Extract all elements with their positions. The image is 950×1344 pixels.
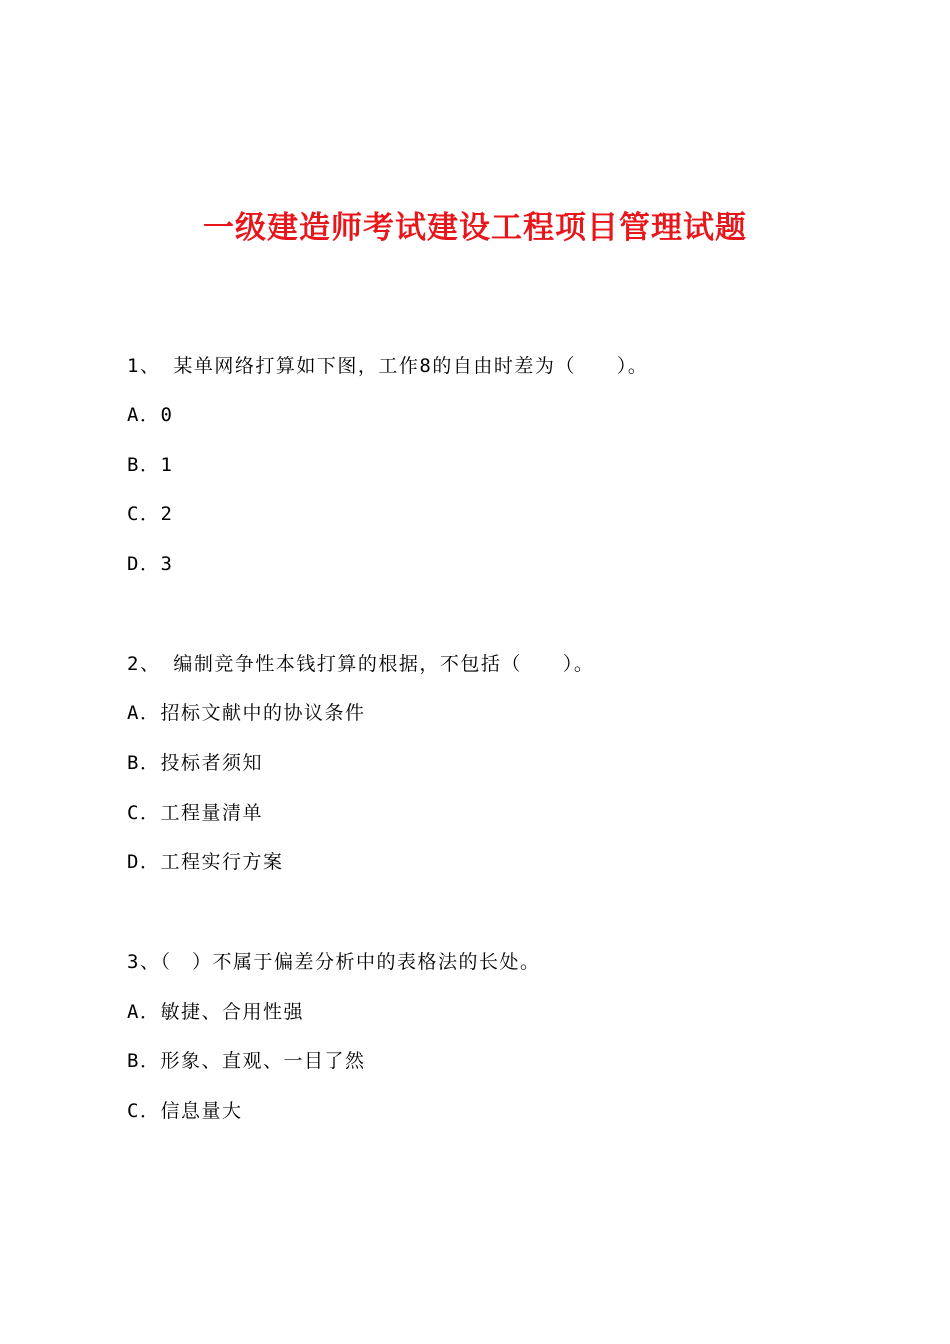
question-1-option-c: C．2: [127, 503, 174, 525]
question-3-stem: 3、（ ）不属于偏差分析中的表格法的长处。: [127, 951, 541, 973]
question-2-option-a: A．招标文献中的协议条件: [127, 702, 366, 724]
page-title: 一级建造师考试建设工程项目管理试题: [203, 210, 747, 246]
question-1-option-d: D．3: [127, 553, 174, 575]
question-1-option-b: B．1: [127, 454, 174, 476]
question-2-stem: 2、 编制竞争性本钱打算的根据，不包括（ ）。: [127, 653, 595, 675]
question-3-option-b: B．形象、直观、一目了然: [127, 1050, 366, 1072]
question-2-option-c: C．工程量清单: [127, 802, 263, 824]
question-3-option-a: A．敏捷、合用性强: [127, 1001, 304, 1023]
question-1-option-a: A．0: [127, 404, 174, 426]
question-3-option-c: C．信息量大: [127, 1100, 243, 1122]
question-1-stem: 1、 某单网络打算如下图，工作8的自由时差为（ ）。: [127, 355, 649, 377]
question-2-option-d: D．工程实行方案: [127, 851, 284, 873]
question-2-option-b: B．投标者须知: [127, 752, 263, 774]
